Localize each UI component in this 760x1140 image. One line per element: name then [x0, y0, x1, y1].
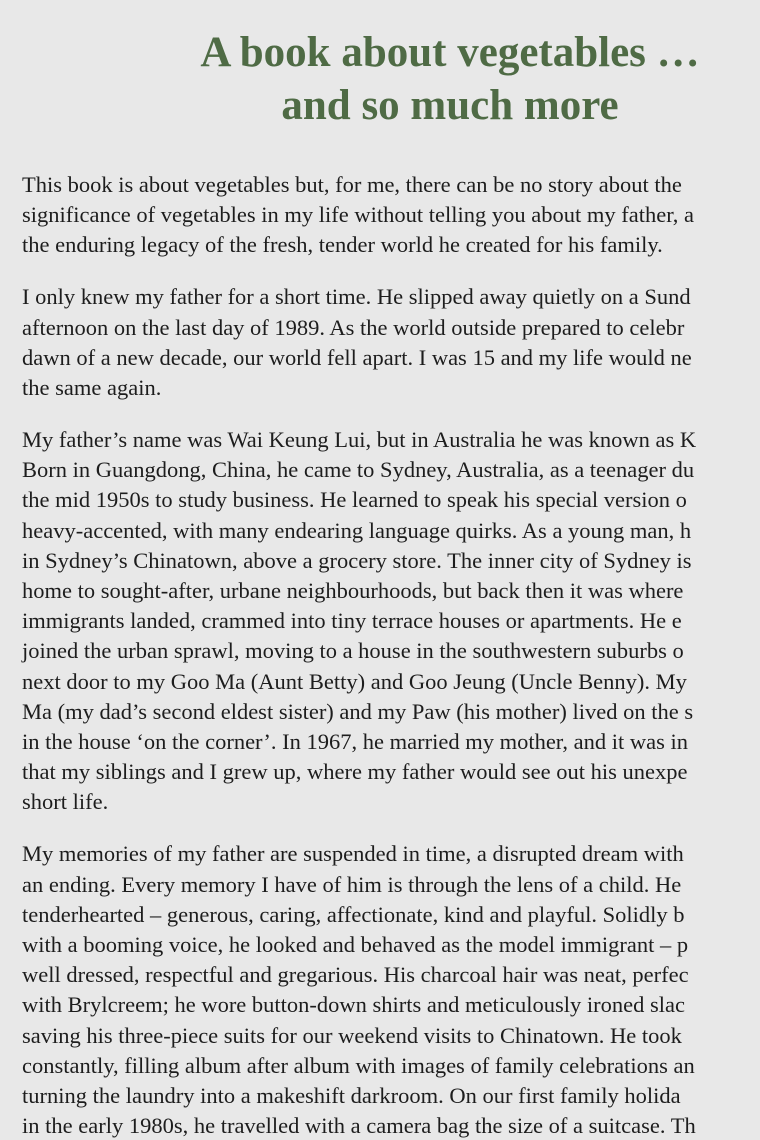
text-line: with Brylcreem; he wore button-down shirts and meticulously ironed slac	[22, 992, 685, 1018]
text-line: in the house ‘on the corner’. In 1967, he married my mother, and it was in	[22, 729, 689, 755]
text-line: My father’s name was Wai Keung Lui, but in Australia he was known as K	[22, 427, 697, 453]
text-line: Born in Guangdong, China, he came to Sydney, Australia, as a teenager du	[22, 457, 695, 483]
text-line: constantly, filling album after album with images of family celebrations an	[22, 1052, 695, 1078]
text-line: afternoon on the last day of 1989. As the world outside prepared to celebr	[22, 314, 685, 340]
text-line: short life.	[22, 789, 109, 815]
text-line: an ending. Every memory I have of him is through the lens of a child. He	[22, 871, 682, 897]
body-text	[22, 170, 760, 1140]
text-line: heavy-accented, with many endearing language quirks. As a young man, h	[22, 517, 692, 543]
text-line: in Sydney’s Chinatown, above a grocery store. The inner city of Sydney is	[22, 547, 692, 573]
text-line: This book is about vegetables but, for me, there can be no story about the	[22, 172, 682, 197]
text-line: I only knew my father for a short time. He slipped away quietly on a Sund	[22, 284, 691, 310]
text-line: with a booming voice, he looked and behaved as the model immigrant – p	[22, 932, 689, 958]
paragraph-3	[22, 425, 760, 818]
text-line: the enduring legacy of the fresh, tender world he created for his family.	[22, 232, 663, 258]
text-line: immigrants landed, crammed into tiny terrace houses or apartments. He e	[22, 608, 682, 634]
text-line: home to sought-after, urbane neighbourhoods, but back then it was where	[22, 578, 684, 604]
text-line: dawn of a new decade, our world fell apart. I was 15 and my life would ne	[22, 344, 692, 370]
text-line: next door to my Goo Ma (Aunt Betty) and Goo Jeung (Uncle Benny). My	[22, 668, 687, 694]
paragraph-2	[22, 282, 760, 403]
text-line: joined the urban sprawl, moving to a house in the southwestern suburbs o	[22, 638, 684, 664]
title-line-2: and so much more	[281, 82, 619, 129]
text-line: Ma (my dad’s second eldest sister) and my Paw (his mother) lived on the s	[22, 698, 694, 724]
text-line: tenderhearted – generous, caring, affectionate, kind and playful. Solidly b	[22, 901, 685, 927]
text-line: that my siblings and I grew up, where my father would see out his unexpe	[22, 759, 688, 785]
title-line-1: A book about vegetables …	[200, 29, 700, 76]
page-title	[140, 26, 760, 132]
text-line: My memories of my father are suspended in time, a disrupted dream with	[22, 841, 684, 867]
text-line: significance of vegetables in my life without telling you about my father, a	[22, 202, 695, 228]
text-line: the same again.	[22, 375, 162, 401]
text-line: in the early 1980s, he travelled with a camera bag the size of a suitcase. Th	[22, 1113, 696, 1139]
text-line: well dressed, respectful and gregarious. His charcoal hair was neat, perfec	[22, 962, 689, 988]
text-line: the mid 1950s to study business. He learned to speak his special version o	[22, 487, 687, 513]
text-line: turning the laundry into a makeshift darkroom. On our first family holida	[22, 1083, 681, 1109]
paragraph-1	[22, 170, 760, 261]
text-line: saving his three-piece suits for our weekend visits to Chinatown. He took	[22, 1022, 682, 1048]
paragraph-4	[22, 839, 760, 1140]
